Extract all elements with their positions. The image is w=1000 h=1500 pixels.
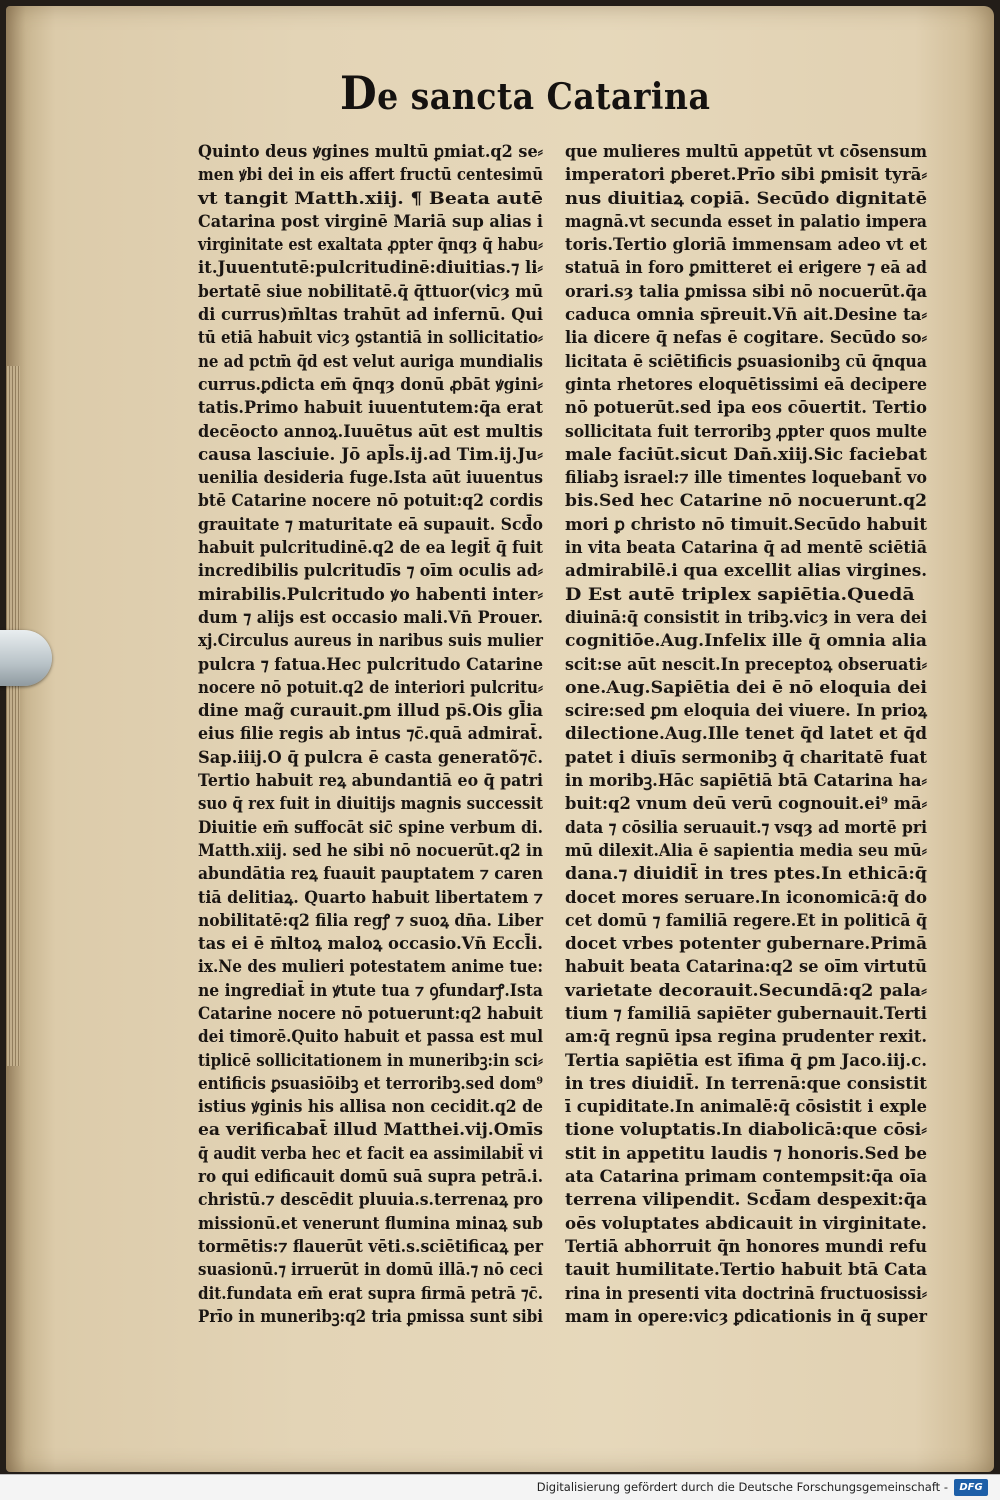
text-line: christū.⁊ descēdit pluuia.s.terrenaꝝ pro [198, 1190, 543, 1210]
text-line: tū etiā habuit vicȝ ꝯstantiā in sollicitatio⸗ [198, 328, 543, 348]
funding-notice: Digitalisierung gefördert durch die Deutsche Forschungsgemeinschaft - [536, 1480, 948, 1494]
text-line: data ⁊ cōsilia seruauit.⁊ vsqȝ ad mortē pri [565, 817, 927, 837]
text-line: docet vrbes potenter gubernare.Primā [565, 934, 927, 954]
text-line: one.Aug.Sapiētia dei ē nō eloquia dei [565, 677, 927, 697]
text-line: eius filie regis ab intus ⁊c̄.quā admirat̄. [198, 724, 543, 744]
text-line: oēs voluptates abdicauit in virginitate. [565, 1213, 927, 1233]
text-line: missionū.et venerunt flumina minaꝝ sub [198, 1213, 543, 1233]
text-line: lia dicere q̄ nefas ē cogitare. Secūdo so⸗ [565, 328, 927, 348]
text-line: rina in presenti vita doctrinā fructuosissi⸗ [565, 1283, 927, 1303]
text-line: nobilitatē:q2 filia regꝭ ⁊ suoꝝ dn̄a. Liber [198, 910, 543, 930]
text-line: in moribꝫ.Hāc sapiētiā btā Catarina ha⸗ [565, 771, 927, 791]
text-line: Tertia sapiētia est īfima q̄ ꝑm Jaco.iij.c. [565, 1050, 927, 1070]
text-line: habuit pulcritudinē.q2 de ea legit̄ q̄ fuit [198, 538, 543, 558]
text-line: tiplicē sollicitationem in muneribꝫ:in sci⸗ [198, 1050, 543, 1070]
text-line: nō potuerūt.sed ipa eos cōuertit. Tertio [565, 398, 927, 418]
text-line: tas ei ē m̄ltoꝝ maloꝝ occasio.Vn̄ Eccl̄i. [198, 934, 543, 954]
text-line: dum ⁊ alijs est occasio mali.Vn̄ Prouer. [198, 607, 543, 627]
text-line: istius ꝟginis his allisa non cecidit.q2 de [198, 1097, 543, 1117]
text-line: admirabilē.i qua excellit alias virgines. [565, 561, 927, 581]
text-line: tium ⁊ familiā sapiēter gubernauit.Terti [565, 1003, 927, 1023]
text-line: Catarina post virginē Mariā sup alias i [198, 211, 543, 231]
text-column-left [198, 140, 588, 1328]
text-line: uenilia desideria fuge.Ista aūt iuuentus [198, 468, 543, 488]
heading-initial: D [340, 66, 378, 120]
text-line: diuinā:q̄ consistit in tribꝫ.vicȝ in vera dei [565, 607, 927, 627]
text-line: stit in appetitu laudis ⁊ honoris.Sed be [565, 1143, 927, 1163]
text-line: dana.⁊ diuidit̄ in tres ptes.In ethicā:q̄ [565, 864, 927, 884]
text-line: vt tangit Matth.xiij. ¶ Beata autē [198, 188, 543, 208]
text-line: Prīo in muneribꝫ:q2 tria ꝑmissa sunt sibi [198, 1306, 543, 1326]
text-line: dine mag̃ curauit.ꝑm illud ps̄.Ois gl̄ia [198, 701, 543, 721]
text-line: xj.Circulus aureus in naribus suis mulier [198, 631, 543, 651]
text-line: virginitate est exaltata ꝓpter q̄nqȝ q̄ habu⸗ [198, 235, 543, 255]
text-line: nocere nō potuit.q2 de interiori pulcritu⸗ [198, 677, 543, 697]
text-line: dilectione.Aug.Ille tenet q̄d latet et q̄d [565, 724, 927, 744]
text-line: bertatē siue nobilitatē.q̄ q̄ttuor(vicȝ mū [198, 281, 543, 301]
text-line: dei timorē.Quito habuit et passa est mul [198, 1027, 543, 1047]
text-line: pulcra ⁊ fatua.Hec pulcritudo Catarine [198, 654, 543, 674]
text-line: btē Catarine nocere nō potuit:q2 cordis [198, 491, 543, 511]
text-line: tiā delitiaꝝ. Quarto habuit libertatem ⁊ [198, 887, 543, 907]
text-line: tatis.Primo habuit iuuentutem:q̄a erat [198, 398, 543, 418]
text-line: D Est autē triplex sapiētia.Quedā [565, 584, 915, 604]
text-line: ro qui edificauit domū suā supra petrā.i. [198, 1167, 543, 1187]
page-heading [340, 66, 711, 120]
text-line: imperatori ꝑberet.Prīo sibi ꝑmisit tyrā⸗ [565, 165, 927, 185]
text-line: ne ingrediat̄ in ꝟtute tua ⁊ ꝯfundarꝭ.Ista [198, 980, 543, 1000]
text-line: incredibilis pulcritudīs ⁊ oīm oculis ad⸗ [198, 561, 543, 581]
text-line: ata Catarina primam contempsit:q̄a oīa [565, 1167, 927, 1187]
text-line: scire:sed ꝑm eloquia dei viuere. In prioꝝ [565, 701, 927, 721]
text-line: tormētis:⁊ flauerūt vēti.s.sciētificaꝝ per [198, 1236, 543, 1256]
text-line: sollicitata fuit terroribꝫ ꝓpter quos multe [565, 421, 927, 441]
text-line: Matth.xiij. sed he sibi nō nocuerūt.q2 in [198, 840, 543, 860]
text-line: men ꝟbi dei in eis affert fructū centesimū [198, 165, 543, 185]
text-line: in tres diuidit̄. In terrenā:que consistit [565, 1073, 927, 1093]
text-line: magnā.vt secunda esset in palatio impera [565, 211, 927, 231]
text-line: suasionū.⁊ irruerūt in domū illā.⁊ nō ceci [198, 1260, 543, 1280]
text-line: male faciūt.sicut Dan̄.xiij.Sic faciebat [565, 444, 927, 464]
text-line: decēocto annoꝝ.Iuuētus aūt est multis [198, 421, 543, 441]
text-line: buit:q2 vnum deū verū cognouit.ei⁹ mā⸗ [565, 794, 927, 814]
text-line: Quinto deus ꝟgines multū ꝑmiat.q2 se⸗ [198, 142, 543, 161]
text-line: Catarine nocere nō potuerunt:q2 habuit [198, 1003, 543, 1023]
text-line: bis.Sed hec Catarine nō nocuerunt.q2 [565, 491, 927, 511]
text-line: mam in opere:vicȝ ꝑdicationis in q̄ super [565, 1306, 927, 1326]
text-line: mori ꝑ christo nō timuit.Secūdo habuit [565, 514, 927, 534]
text-line: tione voluptatis.In diabolicā:que cōsi⸗ [565, 1120, 927, 1140]
text-line: scit:se aūt nescit.In preceptoꝝ obseruati⸗ [565, 654, 927, 674]
text-line: abundātia reꝝ fuauit pauptatem ⁊ caren [198, 864, 543, 884]
text-line: tauit humilitate.Tertio habuit btā Cata [565, 1260, 927, 1280]
text-line: habuit beata Catarina:q2 se oīm virtutū [565, 957, 927, 977]
text-line: ea verificabat̄ illud Matthei.vij.Omīs [198, 1120, 543, 1140]
text-line: cet domū ⁊ familiā regere.Et in politicā q̄ [565, 910, 927, 930]
text-line: Tertio habuit reꝝ abundantiā eo q̄ patri [198, 771, 543, 791]
text-line: orari.sȝ talia ꝑmissa sibi nō nocuerūt.q̄a [565, 281, 927, 301]
text-line: mirabilis.Pulcritudo ꝟo habenti inter⸗ [198, 584, 543, 604]
footer-bar [0, 1474, 1000, 1500]
text-line: entificis ꝑsuasiōibꝫ et terroribꝫ.sed dom⁹ [198, 1073, 543, 1093]
heading-text: e sancta Catarina [377, 76, 711, 118]
text-line: ix.Ne des mulieri potestatem anime tue: [198, 957, 543, 977]
text-line: varietate decorauit.Secundā:q2 pala⸗ [565, 980, 927, 1000]
text-line: q̄ audit verba hec et facit ea assimilabit̄ vi [198, 1143, 543, 1163]
text-line: caduca omnia sp̄reuit.Vn̄ ait.Desine ta⸗ [565, 305, 927, 325]
text-line: licitata ē sciētificis ꝑsuasionibꝫ cū q̄nqua [565, 351, 927, 371]
text-line: patet i diuīs sermonibꝫ q̄ charitatē fuat [565, 747, 927, 767]
text-line: it.Juuentutē:pulcritudinē:diuitias.⁊ li⸗ [198, 258, 543, 278]
text-line: docet mores seruare.In iconomicā:q̄ do [565, 887, 927, 907]
text-line: suo q̄ rex fuit in diuitijs magnis successit [198, 794, 543, 814]
text-line: ginta rhetores eloquētissimi eā decipere [565, 374, 927, 394]
text-line: ī cupiditate.In animalē:q̄ cōsistit i exple [565, 1097, 927, 1117]
text-line: ne ad pctm̄ q̄d est velut auriga mundialis [198, 351, 543, 371]
page-edges [6, 366, 20, 1066]
text-line: toris.Tertio gloriā immensam adeo vt et [565, 235, 927, 255]
text-line: Sap.iiij.O q̄ pulcra ē casta generatõ⁊c̄. [198, 747, 543, 767]
dfg-logo: DFG [954, 1479, 988, 1496]
text-column-right [565, 140, 950, 1328]
text-line: grauitate ⁊ maturitate eā supauit. Scd̄o [198, 514, 543, 534]
text-line: que mulieres multū appetūt vt cō̄sensum [565, 142, 927, 161]
text-line: dit.fundata em̄ erat supra firmā petrā ⁊c̄. [198, 1283, 543, 1303]
text-line: mū dilexit.Alia ē sapientia media seu mū⸗ [565, 840, 927, 860]
text-line: statuā in foro ꝑmitteret ei erigere ⁊ eā ad [565, 258, 927, 278]
text-line: filiabꝫ israel:⁊ ille timentes loquebant̄ vo [565, 468, 927, 488]
text-line: Tertiā abhorruit q̄n honores mundi refu [565, 1236, 927, 1256]
text-line: am:q̄ regnū ipsa regina prudenter rexit. [565, 1027, 927, 1047]
text-line: cognitiōe.Aug.Infelix ille q̄ omnia alia [565, 631, 927, 651]
text-line: nus diuitiaꝝ copiā. Secūdo dignitatē [565, 188, 927, 208]
text-line: causa lasciuie. Jō apl̄s.ij.ad Tim.ij.Ju⸗ [198, 444, 543, 464]
text-line: in vita beata Catarina q̄ ad mentē sciētiā [565, 538, 927, 558]
text-line: Diuitie em̄ suffocāt sic̄ spine verbum di. [198, 817, 543, 837]
text-line: currus.ꝑdicta em̄ q̄nqȝ donū ꝓbāt ꝟgini⸗ [198, 374, 543, 394]
text-line: terrena vilipendit. Scd̄am despexit:q̄a [565, 1190, 927, 1210]
text-line: di currus)m̄ltas trahūt ad infernū. Qui [198, 305, 543, 325]
